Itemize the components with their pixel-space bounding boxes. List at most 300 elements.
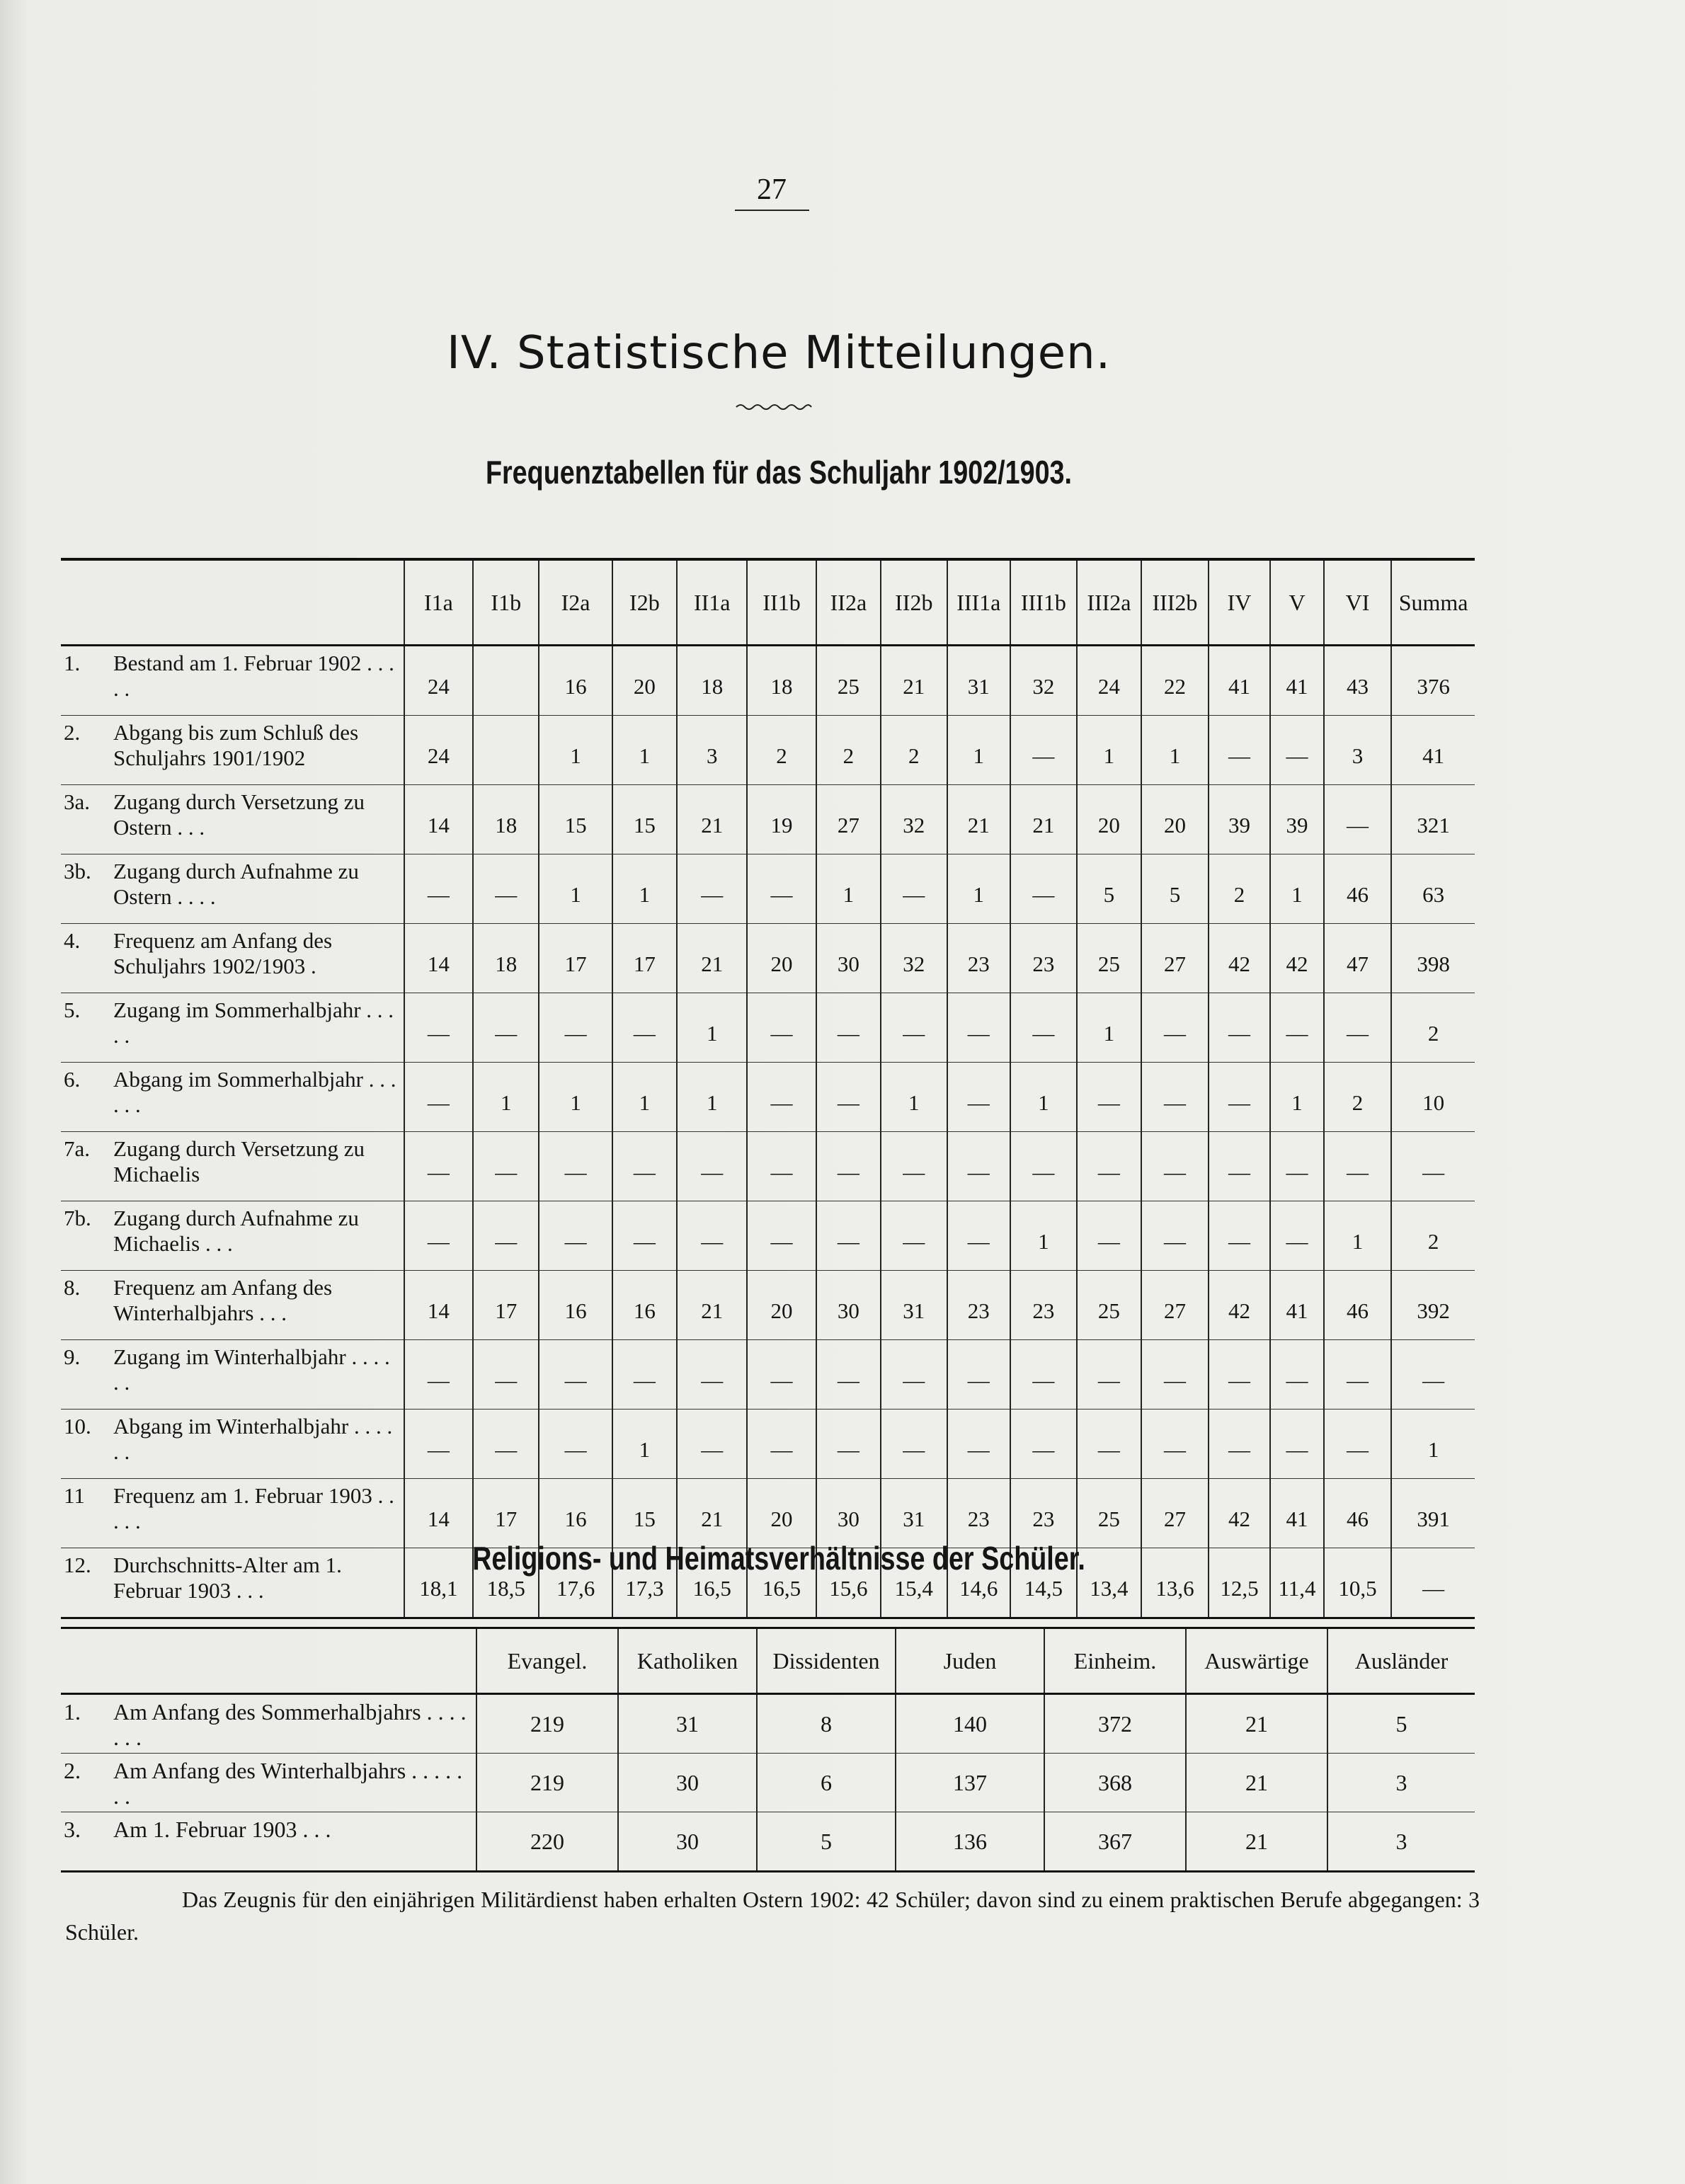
table-row	[61, 1340, 1475, 1410]
row-label	[61, 993, 404, 1063]
table-cell: 14,5	[1010, 1548, 1077, 1618]
table-cell: 30	[816, 1479, 881, 1548]
table-cell: —	[1209, 1410, 1270, 1479]
footnote-paragraph: Das Zeugnis für den einjährigen Militärdienst haben erhalten Ostern 1902: 42 Schüler; davon sind zu einem praktischen Berufe abgegangen: 3 Schüler.	[65, 1887, 1480, 1945]
row-label-text: Am Anfang des Winterhalbjahrs . . . . . . .	[113, 1758, 463, 1809]
table-cell: 30	[816, 1271, 881, 1340]
table-cell: —	[1010, 1132, 1077, 1201]
table-cell: 21	[1186, 1754, 1327, 1812]
row-label-text: Am Anfang des Sommerhalbjahrs . . . . . . .	[113, 1699, 467, 1750]
row-label	[61, 1479, 404, 1548]
table-cell: 39	[1270, 785, 1324, 854]
table-cell: —	[1324, 1340, 1391, 1410]
table-cell: 21	[677, 785, 747, 854]
row-label-text: Abgang im Sommerhalbjahr . . . . . .	[113, 1067, 396, 1117]
table-cell: 32	[1010, 646, 1077, 716]
table-cell: —	[1141, 1063, 1209, 1132]
table-cell: —	[1077, 1132, 1142, 1201]
table-cell: 1	[1010, 1201, 1077, 1271]
row-number: 5.	[64, 997, 81, 1022]
table-cell: 16	[539, 1479, 612, 1548]
table-cell: 21	[881, 646, 947, 716]
column-header: I1b	[473, 559, 539, 646]
religion-table-title: Religions- und Heimatsverhältnisse der Schüler.	[472, 1540, 1085, 1577]
table-cell: 20	[1077, 785, 1142, 854]
column-header: IV	[1209, 559, 1270, 646]
row-number: 3a.	[64, 789, 91, 814]
table-cell: 20	[612, 646, 677, 716]
table-cell: 46	[1324, 1479, 1391, 1548]
table-cell: —	[539, 993, 612, 1063]
table-cell: 1	[612, 716, 677, 785]
table-cell: —	[404, 993, 473, 1063]
table-row	[61, 646, 1475, 716]
table-cell: —	[612, 1201, 677, 1271]
column-header: II1a	[677, 559, 747, 646]
table-cell: 25	[816, 646, 881, 716]
table-cell: —	[1010, 1340, 1077, 1410]
table-cell: 18	[747, 646, 816, 716]
table-cell: 16	[539, 646, 612, 716]
table-cell: —	[473, 993, 539, 1063]
table-cell: 368	[1044, 1754, 1186, 1812]
table-cell: 23	[947, 924, 1011, 993]
table-cell: —	[404, 1410, 473, 1479]
table-cell: 3	[1324, 716, 1391, 785]
row-label	[61, 924, 404, 993]
frequency-body	[61, 646, 1475, 1618]
table-cell: 2	[1391, 1201, 1475, 1271]
table-cell: 30	[816, 924, 881, 993]
table-cell: —	[816, 1201, 881, 1271]
column-header: I2b	[612, 559, 677, 646]
table-cell: 1	[1141, 716, 1209, 785]
table-cell: —	[1391, 1132, 1475, 1201]
column-header: II1b	[747, 559, 816, 646]
table-cell: —	[473, 854, 539, 924]
table-cell: 1	[947, 854, 1011, 924]
table-row	[61, 1479, 1475, 1548]
table-cell: —	[677, 1132, 747, 1201]
table-cell: —	[1010, 716, 1077, 785]
row-label	[61, 1201, 404, 1271]
table-cell: 18,1	[404, 1548, 473, 1618]
table-cell: 24	[404, 646, 473, 716]
table-row	[61, 854, 1475, 924]
table-cell: 376	[1391, 646, 1475, 716]
table-cell: —	[539, 1132, 612, 1201]
column-header: Katholiken	[618, 1628, 757, 1694]
table-cell: —	[747, 1410, 816, 1479]
table-cell: —	[612, 1132, 677, 1201]
table-cell: —	[816, 1132, 881, 1201]
row-label-text: Abgang bis zum Schluß des Schuljahrs 1901/1902	[113, 720, 359, 770]
row-label-text: Durchschnitts-Alter am 1. Februar 1903 . . .	[113, 1553, 342, 1603]
table-cell: 42	[1209, 1271, 1270, 1340]
column-header: I1a	[404, 559, 473, 646]
table-cell: 10	[1391, 1063, 1475, 1132]
table-cell: 47	[1324, 924, 1391, 993]
row-label-text: Am 1. Februar 1903 . . .	[113, 1817, 331, 1842]
table-cell: —	[816, 1410, 881, 1479]
table-cell: —	[1141, 1410, 1209, 1479]
table-cell: 13,4	[1077, 1548, 1142, 1618]
row-number: 1.	[64, 651, 81, 675]
column-header: III2a	[1077, 559, 1142, 646]
table-cell: —	[473, 1340, 539, 1410]
table-cell: 15,4	[881, 1548, 947, 1618]
table-cell: 41	[1270, 1479, 1324, 1548]
table-cell: —	[1141, 1132, 1209, 1201]
column-header: Dissidenten	[757, 1628, 896, 1694]
table-cell: 23	[1010, 1479, 1077, 1548]
column-header: VI	[1324, 559, 1391, 646]
table-cell: 39	[1209, 785, 1270, 854]
table-cell: —	[881, 1201, 947, 1271]
row-label-text: Zugang durch Versetzung zu Ostern . . .	[113, 789, 365, 840]
table-cell: 1	[1077, 993, 1142, 1063]
table-cell: —	[1077, 1340, 1142, 1410]
header-label-cell	[61, 1628, 476, 1694]
table-cell: —	[404, 1340, 473, 1410]
table-cell: —	[816, 1063, 881, 1132]
table-cell: —	[677, 854, 747, 924]
column-header: Einheim.	[1044, 1628, 1186, 1694]
table-cell: —	[612, 1340, 677, 1410]
table-cell: —	[404, 1063, 473, 1132]
table-cell: 10,5	[1324, 1548, 1391, 1618]
title-ornament	[735, 402, 813, 412]
row-label	[61, 1340, 404, 1410]
table-cell: —	[677, 1410, 747, 1479]
table-cell: 18,5	[473, 1548, 539, 1618]
table-cell	[473, 716, 539, 785]
table-cell: 1	[539, 716, 612, 785]
table-cell: 372	[1044, 1694, 1186, 1754]
table-cell: 23	[1010, 924, 1077, 993]
table-cell: 31	[618, 1694, 757, 1754]
table-cell: 1	[1010, 1063, 1077, 1132]
table-cell: 27	[1141, 1271, 1209, 1340]
table-cell: 43	[1324, 646, 1391, 716]
row-label	[61, 1063, 404, 1132]
table-cell: 46	[1324, 1271, 1391, 1340]
row-number: 9.	[64, 1344, 81, 1369]
table-cell: 16	[539, 1271, 612, 1340]
table-cell: 15	[612, 1479, 677, 1548]
page-number-rule	[735, 210, 809, 211]
table-cell: 20	[1141, 785, 1209, 854]
table-cell: —	[1324, 785, 1391, 854]
table-row	[61, 1694, 1475, 1754]
table-cell: —	[1324, 993, 1391, 1063]
table-cell: 1	[612, 1410, 677, 1479]
table-cell: —	[612, 993, 677, 1063]
table-row	[61, 1410, 1475, 1479]
table-cell: —	[1141, 1340, 1209, 1410]
table-cell: —	[539, 1410, 612, 1479]
table-cell: —	[747, 854, 816, 924]
column-header: V	[1270, 559, 1324, 646]
table-row	[61, 1132, 1475, 1201]
table-cell: 41	[1270, 1271, 1324, 1340]
table-cell: —	[1209, 716, 1270, 785]
table-cell: 392	[1391, 1271, 1475, 1340]
row-label-text: Frequenz am Anfang des Schuljahrs 1902/1903 .	[113, 928, 333, 978]
table-cell: 31	[881, 1479, 947, 1548]
table-cell: 1	[677, 993, 747, 1063]
table-cell: 27	[1141, 1479, 1209, 1548]
table-cell: 219	[476, 1694, 618, 1754]
row-label-text: Zugang durch Aufnahme zu Michaelis . . .	[113, 1206, 359, 1256]
row-label-text: Zugang durch Versetzung zu Michaelis	[113, 1136, 365, 1187]
table-cell: —	[1270, 1201, 1324, 1271]
table-cell: 14	[404, 924, 473, 993]
table-cell: 2	[881, 716, 947, 785]
table-cell: 31	[947, 646, 1011, 716]
table-cell: —	[1270, 1340, 1324, 1410]
table-cell: 3	[1327, 1754, 1475, 1812]
table-cell: 1	[816, 854, 881, 924]
table-cell: 14	[404, 1479, 473, 1548]
table-cell: —	[1141, 993, 1209, 1063]
table-cell: 20	[747, 924, 816, 993]
table-cell: 137	[896, 1754, 1044, 1812]
table-cell: 1	[1391, 1410, 1475, 1479]
table-cell: —	[1324, 1132, 1391, 1201]
table-cell: —	[1141, 1201, 1209, 1271]
table-cell: 27	[1141, 924, 1209, 993]
table-row	[61, 993, 1475, 1063]
table-cell: —	[881, 1410, 947, 1479]
row-number: 1.	[64, 1699, 81, 1725]
table-cell: 42	[1209, 924, 1270, 993]
table-cell: 15	[612, 785, 677, 854]
table-cell: 14,6	[947, 1548, 1011, 1618]
row-number: 3b.	[64, 859, 91, 884]
table-cell: 11,4	[1270, 1548, 1324, 1618]
table-cell: —	[881, 1340, 947, 1410]
table-cell: —	[404, 854, 473, 924]
table-cell: 1	[539, 1063, 612, 1132]
table-cell: 18	[677, 646, 747, 716]
table-cell: 20	[747, 1479, 816, 1548]
row-number: 6.	[64, 1067, 81, 1092]
table-row	[61, 1063, 1475, 1132]
table-cell: 16	[612, 1271, 677, 1340]
table-cell: 23	[947, 1479, 1011, 1548]
table-cell: 41	[1391, 716, 1475, 785]
table-cell: 21	[1186, 1812, 1327, 1872]
table-cell: 27	[816, 785, 881, 854]
row-label	[61, 785, 404, 854]
religion-table	[61, 1627, 1475, 1873]
table-cell: 41	[1209, 646, 1270, 716]
table-cell: 5	[757, 1812, 896, 1872]
column-header: III1b	[1010, 559, 1077, 646]
column-header: Auswärtige	[1186, 1628, 1327, 1694]
column-header: Ausländer	[1327, 1628, 1475, 1694]
table-cell: 23	[947, 1271, 1011, 1340]
table-cell: —	[1209, 1201, 1270, 1271]
frequency-table-title: Frequenztabellen für das Schuljahr 1902/1903.	[485, 454, 1073, 491]
table-cell: 2	[747, 716, 816, 785]
table-cell: —	[1270, 993, 1324, 1063]
column-header: Juden	[896, 1628, 1044, 1694]
table-cell: —	[404, 1132, 473, 1201]
row-label	[61, 716, 404, 785]
column-header: II2a	[816, 559, 881, 646]
column-header: III1a	[947, 559, 1011, 646]
table-cell: 21	[677, 924, 747, 993]
table-cell: 1	[677, 1063, 747, 1132]
row-label	[61, 646, 404, 716]
table-cell: 2	[1391, 993, 1475, 1063]
row-number: 3.	[64, 1817, 81, 1842]
table-cell: —	[947, 1132, 1011, 1201]
table-cell: 30	[618, 1812, 757, 1872]
row-label	[61, 1271, 404, 1340]
row-number: 7b.	[64, 1206, 91, 1230]
table-cell: 1	[612, 1063, 677, 1132]
frequency-header-row	[61, 559, 1475, 646]
table-cell: —	[747, 1201, 816, 1271]
table-cell: 63	[1391, 854, 1475, 924]
table-cell: 5	[1077, 854, 1142, 924]
table-cell: —	[1010, 1410, 1077, 1479]
table-cell: 25	[1077, 924, 1142, 993]
table-cell: 3	[677, 716, 747, 785]
column-header: II2b	[881, 559, 947, 646]
row-label-text: Frequenz am Anfang des Winterhalbjahrs . . .	[113, 1275, 333, 1325]
table-cell: —	[473, 1201, 539, 1271]
table-cell: —	[677, 1201, 747, 1271]
table-cell: —	[1270, 1410, 1324, 1479]
table-cell: 32	[881, 924, 947, 993]
table-row	[61, 1201, 1475, 1271]
row-label-text: Zugang im Winterhalbjahr . . . . . .	[113, 1344, 390, 1395]
table-cell: 18	[473, 924, 539, 993]
column-header: I2a	[539, 559, 612, 646]
table-cell: —	[539, 1340, 612, 1410]
table-cell: 22	[1141, 646, 1209, 716]
table-cell: 21	[677, 1271, 747, 1340]
table-cell: 14	[404, 785, 473, 854]
table-cell: 25	[1077, 1479, 1142, 1548]
table-cell: —	[1077, 1201, 1142, 1271]
table-cell: 17	[612, 924, 677, 993]
table-cell: 391	[1391, 1479, 1475, 1548]
religion-body	[61, 1694, 1475, 1872]
row-label-text: Zugang durch Aufnahme zu Ostern . . . .	[113, 859, 359, 909]
table-cell: —	[947, 1410, 1011, 1479]
table-cell: 367	[1044, 1812, 1186, 1872]
table-cell: —	[947, 1063, 1011, 1132]
table-cell: 21	[677, 1479, 747, 1548]
table-cell: 20	[747, 1271, 816, 1340]
table-cell: 220	[476, 1812, 618, 1872]
table-cell: —	[747, 993, 816, 1063]
table-cell: —	[1270, 716, 1324, 785]
table-row	[61, 1271, 1475, 1340]
section-title: IV. Statistische Mitteilungen.	[446, 327, 1112, 379]
table-cell: 16,5	[677, 1548, 747, 1618]
table-cell: 15,6	[816, 1548, 881, 1618]
page-number: 27	[757, 173, 787, 206]
table-cell: 2	[1324, 1063, 1391, 1132]
table-cell: —	[947, 1201, 1011, 1271]
table-cell: 42	[1270, 924, 1324, 993]
table-cell: 15	[539, 785, 612, 854]
table-cell: —	[881, 993, 947, 1063]
table-cell: 1	[1324, 1201, 1391, 1271]
table-cell: 1	[947, 716, 1011, 785]
table-cell: 5	[1327, 1694, 1475, 1754]
table-cell: 24	[1077, 646, 1142, 716]
table-cell	[473, 646, 539, 716]
table-cell: 3	[1327, 1812, 1475, 1872]
row-number: 4.	[64, 928, 81, 953]
table-cell: —	[1270, 1132, 1324, 1201]
column-header: Evangel.	[476, 1628, 618, 1694]
table-cell: —	[947, 993, 1011, 1063]
row-number: 2.	[64, 1758, 81, 1783]
table-cell: 30	[618, 1754, 757, 1812]
table-cell: —	[1010, 993, 1077, 1063]
table-cell: —	[473, 1410, 539, 1479]
table-cell: —	[1209, 993, 1270, 1063]
table-cell: —	[1077, 1410, 1142, 1479]
table-cell: 16,5	[747, 1548, 816, 1618]
header-label-cell	[61, 559, 404, 646]
table-cell: —	[816, 1340, 881, 1410]
table-cell: —	[1077, 1063, 1142, 1132]
table-cell: —	[539, 1201, 612, 1271]
row-number: 2.	[64, 720, 81, 745]
row-label	[61, 1132, 404, 1201]
table-cell: —	[1209, 1132, 1270, 1201]
row-label	[61, 1812, 476, 1872]
table-cell: —	[1391, 1340, 1475, 1410]
row-number: 12.	[64, 1553, 91, 1577]
table-cell: —	[747, 1063, 816, 1132]
row-number: 11	[64, 1483, 85, 1508]
table-cell: —	[404, 1201, 473, 1271]
table-row	[61, 785, 1475, 854]
table-row	[61, 1754, 1475, 1812]
table-cell: 1	[881, 1063, 947, 1132]
table-cell: 17,3	[612, 1548, 677, 1618]
table-cell: 219	[476, 1754, 618, 1812]
table-cell: 41	[1270, 646, 1324, 716]
table-cell: 21	[947, 785, 1011, 854]
table-cell: 321	[1391, 785, 1475, 854]
table-row	[61, 1812, 1475, 1872]
table-cell: —	[1391, 1548, 1475, 1618]
table-cell: 23	[1010, 1271, 1077, 1340]
frequency-table	[61, 558, 1475, 1619]
table-cell: 31	[881, 1271, 947, 1340]
table-cell: —	[1324, 1410, 1391, 1479]
table-cell: 1	[473, 1063, 539, 1132]
table-cell: 1	[612, 854, 677, 924]
column-header: III2b	[1141, 559, 1209, 646]
table-cell: 17	[473, 1479, 539, 1548]
table-cell: 17	[473, 1271, 539, 1340]
table-cell: 17	[539, 924, 612, 993]
row-label-text: Frequenz am 1. Februar 1903 . . . . .	[113, 1483, 394, 1533]
table-cell: 1	[1077, 716, 1142, 785]
